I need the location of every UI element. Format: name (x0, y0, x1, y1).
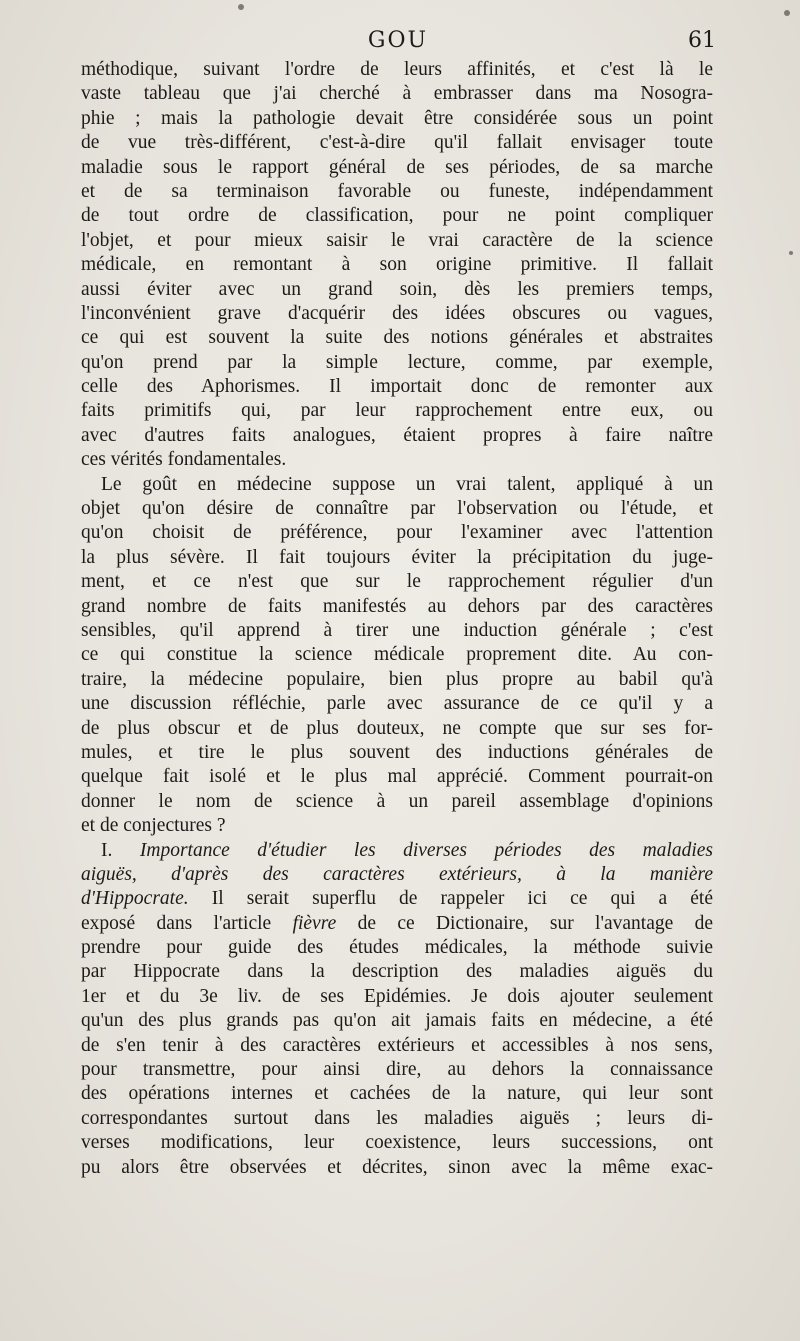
text-line: grand nombre de faits manifestés au dehors par des caractères (81, 595, 713, 617)
text-line: de tout ordre de classification, pour ne point compliquer (81, 205, 713, 227)
page-number: 61 (688, 28, 716, 53)
text-line: et de conjectures ? (81, 815, 226, 837)
text-line: correspondantes surtout dans les maladies aiguës ; leurs di- (81, 1107, 713, 1129)
text-line: sensibles, qu'il apprend à tirer une induction générale ; c'est (81, 619, 713, 641)
text-line: pour transmettre, pour ainsi dire, au dehors la connaissance (81, 1059, 713, 1081)
text-line: quelque fait isolé et le plus mal apprécié. Comment pourrait-on (81, 766, 713, 788)
text-line: la plus sévère. Il fait toujours éviter la précipitation du juge- (81, 546, 713, 568)
page-header (80, 28, 716, 58)
text-line: de s'en tenir à des caractères extérieurs et accessibles à nos sens, (81, 1034, 713, 1056)
text-line: et de sa terminaison favorable ou funeste, indépendamment (81, 180, 713, 202)
text-line: de plus obscur et de plus douteux, ne compte que sur ses for- (81, 717, 713, 739)
text-line: aussi éviter avec un grand soin, dès les premiers temps, (81, 278, 713, 300)
text-line: donner le nom de science à un pareil assemblage d'opinions (81, 790, 713, 812)
text-line: l'objet, et pour mieux saisir le vrai caractère de la science (81, 229, 713, 251)
text-line: traire, la médecine populaire, bien plus propre au babil qu'à (81, 668, 713, 690)
ink-speck (789, 251, 793, 255)
section-heading-line (81, 839, 713, 863)
text-line: ces vérités fondamentales. (81, 449, 287, 471)
text-line: mules, et tire le plus souvent des inductions générales de (81, 741, 713, 763)
text-line: ce qui constitue la science médicale proprement dite. Au con- (81, 644, 713, 666)
text-line (81, 912, 713, 936)
text-line: avec d'autres faits analogues, étaient propres à faire naître (81, 424, 713, 446)
text-line: verses modifications, leur coexistence, leurs successions, ont (81, 1132, 713, 1154)
running-head: GOU (367, 28, 429, 53)
text-line: qu'un des plus grands pas qu'on ait jamais faits en médecine, a été (81, 1010, 713, 1032)
text-fragment: de ce Dictionaire, sur l'avantage de (357, 912, 713, 934)
section-title-part: d'Hippocrate. (81, 888, 189, 910)
text-fragment: exposé dans l'article (81, 912, 272, 934)
ink-speck (784, 10, 790, 16)
text-line: qu'on prend par la simple lecture, comme, par exemple, (81, 351, 713, 373)
section-heading-line: aiguës, d'après des caractères extérieurs, à la manière (81, 863, 713, 885)
text-line: ment, et ce n'est que sur le rapprochement régulier d'un (81, 571, 713, 593)
text-line: l'inconvénient grave d'acquérir des idées obscures ou vagues, (81, 302, 713, 324)
text-line: ce qui est souvent la suite des notions générales et abstraites (81, 327, 713, 349)
text-line: par Hippocrate dans la description des maladies aiguës du (81, 961, 713, 983)
text-line: 1er et du 3e liv. de ses Epidémies. Je dois ajouter seulement (81, 985, 713, 1007)
text-line: prendre pour guide des études médicales, la méthode suivie (81, 937, 713, 959)
text-line (81, 887, 713, 911)
text-line: objet qu'on désire de connaître par l'observation ou l'étude, et (81, 498, 713, 520)
text-line: phie ; mais la pathologie devait être considérée sous un point (81, 107, 713, 129)
text-line: méthodique, suivant l'ordre de leurs affinités, et c'est là le (81, 59, 713, 80)
text-line: médicale, en remontant à son origine primitive. Il fallait (81, 254, 713, 276)
section-number: I. (101, 839, 113, 861)
text-line: des opérations internes et cachées de la nature, qui leur sont (81, 1083, 713, 1105)
text-line: Le goût en médecine suppose un vrai talent, appliqué à un (101, 473, 713, 495)
text-line: vaste tableau que j'ai cherché à embrasser dans ma Nosogra- (81, 83, 713, 105)
section-title-part: Importance d'étudier les diverses périodes des maladies (139, 839, 713, 861)
article-reference: fièvre (292, 912, 337, 934)
text-line: une discussion réfléchie, parle avec assurance de ce qu'il y a (81, 693, 713, 715)
text-line: qu'on choisit de préférence, pour l'examiner avec l'attention (81, 522, 713, 544)
text-line: pu alors être observées et décrites, sinon avec la même exac- (81, 1156, 713, 1178)
body-text (81, 58, 713, 1180)
ink-speck (238, 4, 244, 10)
text-fragment: Il serait superflu de rappeler ici ce qui a été (211, 888, 713, 910)
text-line: maladie sous le rapport général de ses périodes, de sa marche (81, 156, 713, 178)
text-line: de vue très-différent, c'est-à-dire qu'il fallait envisager toute (81, 132, 713, 154)
text-line: faits primitifs qui, par leur rapprochement entre eux, ou (81, 400, 713, 422)
text-line: celle des Aphorismes. Il importait donc de remonter aux (81, 376, 713, 398)
